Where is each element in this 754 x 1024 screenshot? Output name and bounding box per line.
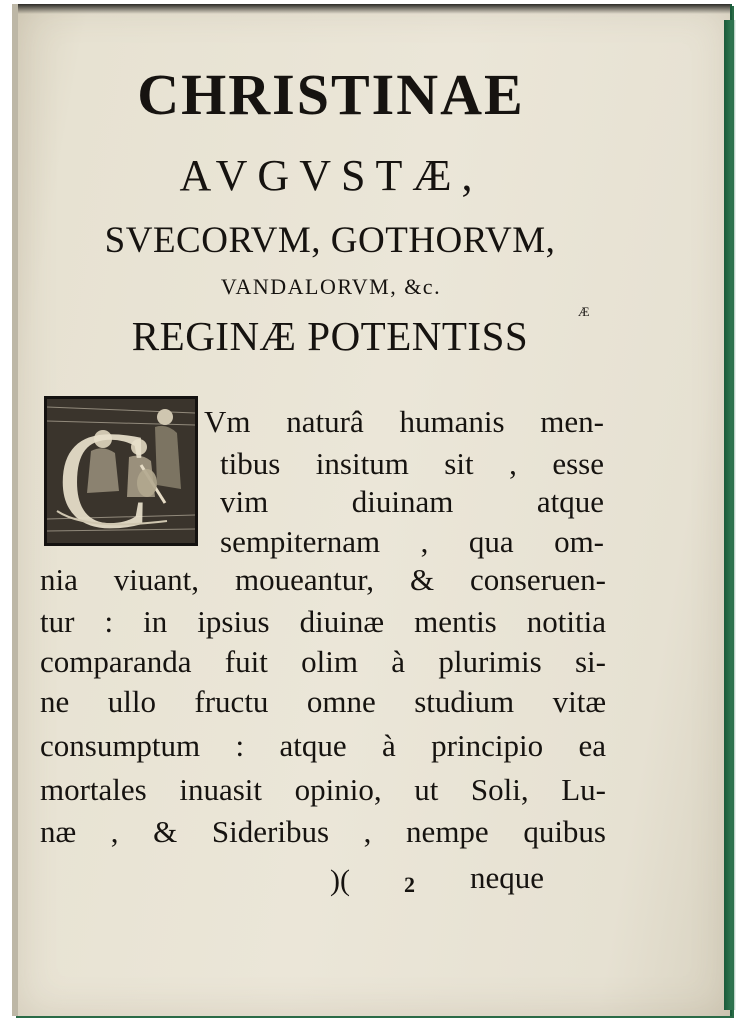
heading-line-vandalorum: VANDALORVM, &c. xyxy=(220,274,442,299)
body-line: sempiternam , qua om- xyxy=(220,524,604,559)
heading-line-reginae: REGINÆ POTENTISS xyxy=(131,313,529,359)
body-line: mortales inuasit opinio, ut Soli, Lu- xyxy=(40,772,606,807)
body-line: tibus insitum sit , esse xyxy=(220,446,604,481)
decorated-initial-woodcut xyxy=(44,396,198,546)
woodcut-initial-icon xyxy=(47,399,195,543)
signature-number: 2 xyxy=(404,872,415,897)
body-line: Vm naturâ humanis men- xyxy=(204,404,604,439)
body-line: tur : in ipsius diuinæ mentis notitia xyxy=(40,604,606,639)
heading-line-christinae: CHRISTINAE xyxy=(137,62,525,127)
body-line: ne ullo fructu omne studium vitæ xyxy=(40,684,606,719)
signature-mark: )( xyxy=(330,864,350,897)
body-line: nia viuant, moueantur, & conseruen- xyxy=(40,562,606,597)
svg-text:C: C xyxy=(57,403,151,543)
heading-superscript: Æ xyxy=(578,304,590,319)
page-top-edge xyxy=(18,4,730,14)
body-line: næ , & Sideribus , nempe quibus xyxy=(40,814,606,849)
body-line: vim diuinam atque xyxy=(220,484,604,519)
heading-line-augustae: AVGVSTÆ, xyxy=(179,151,483,200)
heading-line-suecorum: SVECORVM, GOTHORVM, xyxy=(104,220,556,261)
book-page xyxy=(12,4,730,1016)
body-line: consumptum : atque à principio ea xyxy=(40,728,606,763)
catchword: neque xyxy=(470,860,545,895)
book-cover-edge xyxy=(724,20,736,1010)
body-line: comparanda fuit olim à plurimis si- xyxy=(40,644,606,679)
